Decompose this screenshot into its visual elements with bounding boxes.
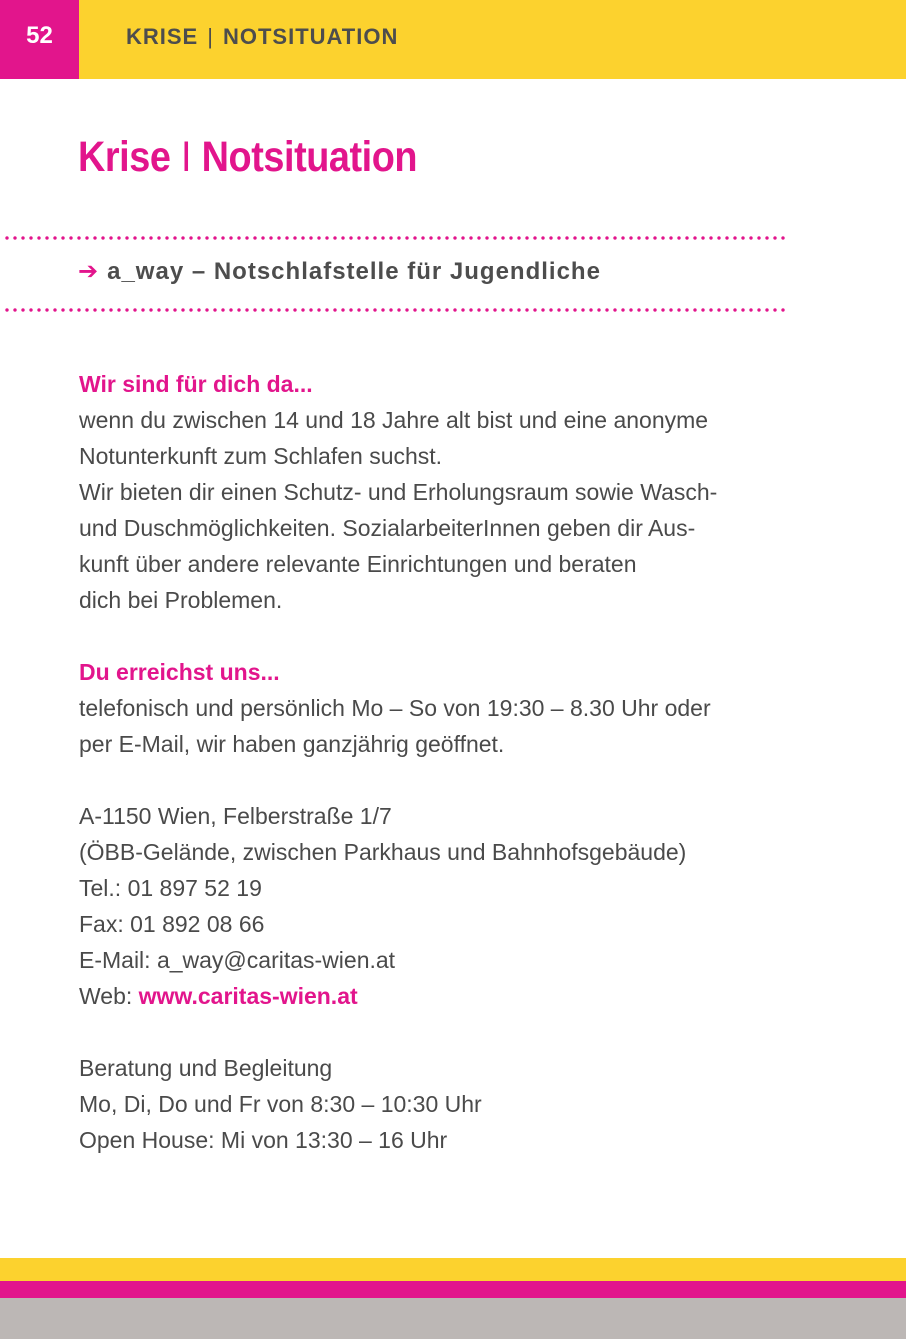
hours-title: Beratung und Begleitung: [79, 1055, 333, 1081]
page-title-left: Krise: [78, 133, 171, 181]
arrow-right-icon: ➔: [78, 258, 100, 285]
intro-line: und Duschmöglichkeiten. SozialarbeiterInnen geben dir Aus-: [79, 515, 696, 541]
dotted-divider-bottom: [3, 308, 789, 312]
running-head-right: NOTSITUATION: [222, 24, 399, 49]
footer-band-pink: [0, 1281, 906, 1298]
section-heading-intro: Wir sind für dich da...: [79, 371, 313, 397]
main-content: [79, 366, 799, 1158]
footer-band-yellow: [0, 1258, 906, 1281]
contact-phone: Tel.: 01 897 52 19: [79, 875, 262, 901]
contact-email: E-Mail: a_way@caritas-wien.at: [79, 947, 396, 973]
entry-subheading-text: a_way – Notschlafstelle für Jugendliche: [107, 258, 601, 285]
entry-subheading: [78, 257, 601, 286]
footer-band-grey: [0, 1298, 906, 1339]
hours-counseling: Mo, Di, Do und Fr von 8:30 – 10:30 Uhr: [79, 1091, 482, 1117]
header-bar: [0, 0, 906, 79]
contact-web-label: Web:: [79, 983, 139, 1009]
dotted-divider-top: [3, 236, 789, 240]
reach-line: telefonisch und persönlich Mo – So von 19:30 – 8.30 Uhr oder: [79, 695, 711, 721]
web-link[interactable]: www.caritas-wien.at: [138, 983, 358, 1009]
intro-line: Wir bieten dir einen Schutz- und Erholungsraum sowie Wasch-: [79, 479, 718, 505]
running-head-left: KRISE: [126, 24, 199, 49]
section-heading-reach: Du erreichst uns...: [79, 659, 280, 685]
contact-address: A-1150 Wien, Felberstraße 1/7: [79, 803, 392, 829]
intro-line: Notunterkunft zum Schlafen suchst.: [79, 443, 443, 469]
contact-web: [79, 978, 799, 1014]
page-title: [78, 133, 417, 182]
intro-line: wenn du zwischen 14 und 18 Jahre alt bist und eine anonyme: [79, 407, 709, 433]
page-title-right: Notsituation: [201, 133, 418, 181]
running-head: [126, 24, 398, 50]
page-number: 52: [0, 0, 79, 79]
hours-open-house: Open House: Mi von 13:30 – 16 Uhr: [79, 1127, 448, 1153]
reach-line: per E-Mail, wir haben ganzjährig geöffnet.: [79, 731, 505, 757]
page-title-separator: I: [181, 133, 192, 181]
running-head-separator: |: [207, 24, 214, 49]
contact-fax: Fax: 01 892 08 66: [79, 911, 265, 937]
contact-location: (ÖBB-Gelände, zwischen Parkhaus und Bahnhofsgebäude): [79, 839, 687, 865]
intro-line: kunft über andere relevante Einrichtungen und beraten: [79, 551, 637, 577]
intro-line: dich bei Problemen.: [79, 587, 283, 613]
